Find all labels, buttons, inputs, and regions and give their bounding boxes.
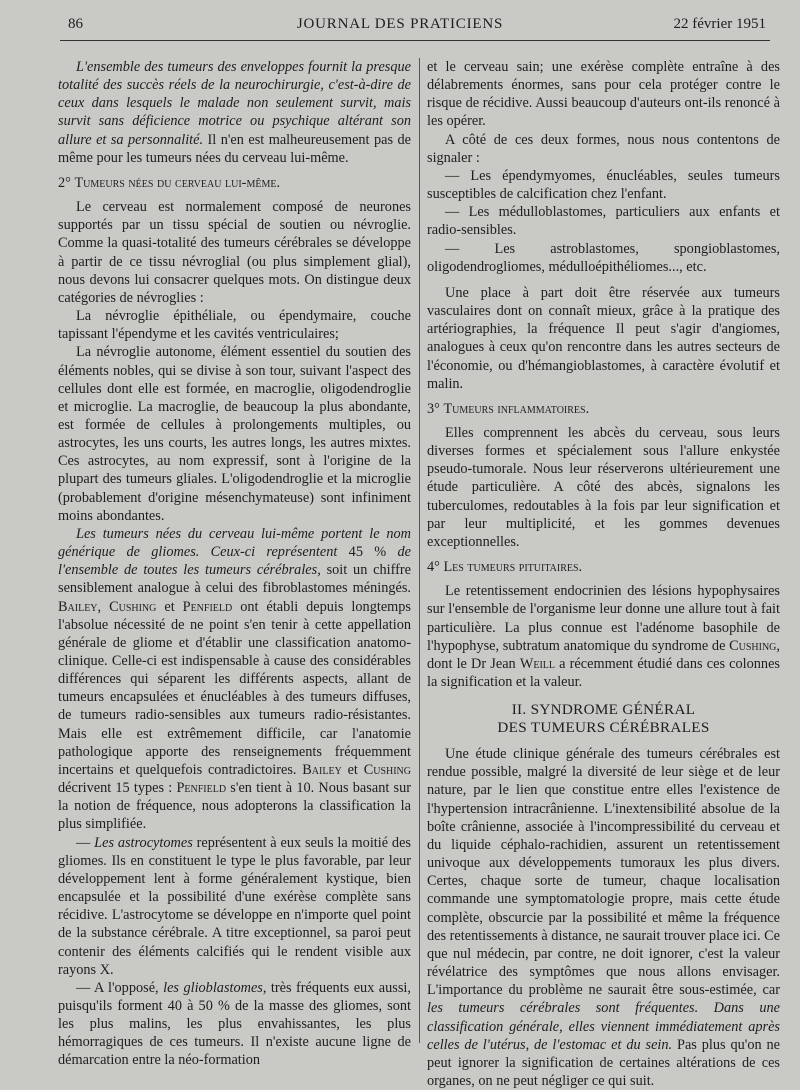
paragraph: Le cerveau est normalement composé de neurones supportés par un tissu spécial de soutien ou névroglie. Comme la quasi-totalité des tumeurs cérébrales se développe à partir de ce tissu névroglial (ou plus simplement glial), nous devons lui consacrer quelques mots. On distingue deux catégories de névroglies : <box>58 199 411 306</box>
text-run: Pas plus qu'on ne peut ignorer la signification de certaines altérations de ces organes, on ne peut négliger ce qui suit. <box>427 1036 780 1089</box>
section-heading <box>58 174 411 192</box>
running-header <box>0 14 800 38</box>
author-name: Cushing <box>363 761 412 778</box>
section-heading <box>427 558 780 576</box>
section-title: Les tumeurs pituitaires. <box>443 559 583 576</box>
section-number: 3° <box>427 400 444 417</box>
italic-text: L'ensemble des tumeurs des enveloppes fournit la presque totalité des succès réels de la neurochirurgie, c'est-à-dire de ceux dans lesquels le malade non seulement survit, mais survit sans déficience motrice ou psychique altérant son allure et sa personnalité. <box>58 59 411 148</box>
left-column <box>58 58 411 1070</box>
text-run: 45 % <box>348 544 387 561</box>
journal-title: JOURNAL DES PRATICIENS <box>296 16 504 32</box>
paragraph <box>58 834 411 979</box>
paragraph: — Les épendymyomes, énucléables, seules tumeurs susceptibles de calcification chez l'enfant. <box>427 167 780 203</box>
text-run: — <box>76 834 95 851</box>
paragraph <box>58 58 411 167</box>
italic-text: de l'ensemble de toutes les tumeurs cérébrales, <box>58 544 412 579</box>
paragraph: — Les médulloblastomes, particuliers aux enfants et radio-sensibles. <box>427 204 780 239</box>
section-heading <box>427 400 780 418</box>
header-rule <box>60 40 770 41</box>
italic-text: les tumeurs cérébrales sont fréquentes. Dans une classification générale, elles viennent immédiatement après celles de l'utérus, de l'estomac et du sein. <box>427 1000 780 1053</box>
section-number: 2° <box>58 174 75 191</box>
paragraph: Une place à part doit être réservée aux tumeurs vasculaires dont on connaît mieux, grâce à la pratique des artériographies, la fréquence Il peut s'agir d'angiomes, analogues à ceux qu'on rencontre dans les autres secteurs de l'économie, ou d'hémangioblastomes, à caractère évolutif et malin. <box>427 284 780 392</box>
text-run: , très fréquents eux aussi, puisqu'ils forment 40 à 50 % de la masse des gliomes, sont les plus malins, les plus envahissantes, les plus hémorragiques de ces tumeurs. Il n'existe aucune ligne de démarcation entre la néo-formation <box>58 979 411 1069</box>
text-run: et <box>156 598 183 615</box>
column-divider <box>419 58 420 1043</box>
author-name: Cushing <box>729 637 777 654</box>
text-run: a récemment étudié dans ces colonnes la signification et la valeur. <box>427 655 780 690</box>
paragraph: La névroglie autonome, élément essentiel du soutien des éléments nobles, qui se divise à son tour, suivant l'aspect des cellules dont elle est formée, en macroglie, oligodendroglie et microglie. La macroglie, de beaucoup la plus abondante, est formée de cellules à prolongements multiples, ou astrocytes, les uns courts, les autres longs, les autres mixtes. Ces astrocytes, au nom expressif, sont à l'origine de la plupart des tumeurs gliales. L'oligodendroglie et la microglie (probablement d'origine mésenchymateuse) sont infiniment moins abondantes. <box>58 344 411 524</box>
chapter-heading <box>427 701 780 737</box>
author-name: Bailey <box>302 761 342 778</box>
section-number: 4° <box>427 559 444 576</box>
text-run: soit un chiffre sensiblement analogue à celui des fibroblastomes méningés. <box>58 562 411 597</box>
paragraph <box>58 525 411 834</box>
paragraph: A côté de ces deux formes, nous nous contentons de signaler : <box>427 131 780 166</box>
page-number: 86 <box>68 16 83 32</box>
author-name: Cushing <box>109 598 157 615</box>
text-run: , <box>97 598 110 615</box>
author-name: Penfield <box>182 598 233 615</box>
paragraph: — Les astroblastomes, spongioblastomes, oligodendrogliomes, médulloépithéliomes..., etc. <box>427 240 780 275</box>
italic-text: les glioblastomes <box>163 979 263 996</box>
text-run: s'en tient à 10. Nous basant sur la notion de fréquence, nous adopterons la classification la plus simplifiée. <box>58 780 411 833</box>
author-name: Weill <box>519 655 555 672</box>
italic-text: Les astrocytomes <box>94 834 193 851</box>
text-run: ont établi depuis longtemps l'absolue nécessité de ne point s'en tenir à cette appellation générale de gliome et d'établir une classification anatomo-clinique. Celle-ci est indispensable à cause des considérables différences qui séparent les différents aspects, allant de tumeurs encapsulées et énucléables à des tumeurs diffuses, de tumeurs radio-sensibles aux tumeurs radio-résistantes. Mais elle est extrêmement difficile, car l'anatomie pathologique apporte des renseignements fréquemment incertains et quelquefois contradictoires. <box>58 598 411 778</box>
text-run: décrivent 15 types : <box>58 780 177 797</box>
paragraph: et le cerveau sain; une exérèse complète entraîne à des délabrements énormes, sans pour cela protéger contre le risque de récidive. Aussi beaucoup d'auteurs ont-ils renoncé à les opérer. <box>427 59 780 130</box>
section-title: Tumeurs inflammatoires. <box>443 400 590 417</box>
author-name: Bailey <box>58 598 98 615</box>
paragraph <box>58 979 411 1070</box>
italic-text: Les tumeurs nées du cerveau lui-même portent le nom générique de gliomes. Ceux-ci représentent <box>58 525 411 561</box>
chapter-heading-line: II. SYNDROME GÉNÉRAL <box>511 701 696 719</box>
text-run: Il n'en est malheureusement pas de même pour les tumeurs nées du cerveau lui-même. <box>58 131 411 166</box>
text-run: , dont le Dr Jean <box>427 637 780 672</box>
text-run: Le retentissement endocrinien des lésions hypophysaires sur l'ensemble de l'organisme leur donne une allure tout à fait particulière. La plus connue est l'adénome basophile de l'hypophyse, subtratum anatomique du syndrome de <box>427 583 780 654</box>
right-column <box>427 58 780 1090</box>
section-title: Tumeurs nées du cerveau lui-même. <box>74 174 281 191</box>
paragraph: La névroglie épithéliale, ou épendymaire, couche tapissant l'épendyme et les cavités ventriculaires; <box>58 308 411 343</box>
text-run: — A l'opposé, <box>76 979 164 996</box>
text-run: Une étude clinique générale des tumeurs cérébrales est rendue possible, malgré la diversité de leur siège et de leur nature, par le lien que constitue entre elles l'existence de l'hypertension intracrânienne. L'inextensibilité absolue de la boîte crânienne, associée à l'incompressibilité du cerveau et du liquide céphalo-rachidien, assurent un retentissement univoque aux développements tumoraux les plus divers. Certes, chaque sorte de tumeur, chaque localisation commande une symptomatologie propre, mais cette étude complète, obscurcie par la possibilité et même la fréquence des retentissements à distance, ne saurait trouver place ici. Ce que nul médecin, par contre, ne doit ignorer, c'est la valeur révélatrice des symptômes que nous allons envisager. L'importance du problème ne saurait être sous-estimée, car <box>427 746 780 999</box>
paragraph <box>427 582 780 691</box>
text-run: et <box>341 761 364 778</box>
text-run: représentent à eux seuls la moitié des gliomes. Ils en constituent le type le plus favorable, par leur développement lent à forme généralement kystique, bien encapsulée et la possibilité d'une exérèse complète sans récidive. L'astrocytome se développe en n'importe quel point de la substance cérébrale. A titre exceptionnel, sa paroi peut contenir des éléments calcifiés qui le rendent visible aux rayons X. <box>58 834 411 978</box>
paragraph <box>427 745 780 1090</box>
issue-date: 22 février 1951 <box>673 16 766 32</box>
author-name: Penfield <box>176 780 227 797</box>
paragraph: Elles comprennent les abcès du cerveau, sous leurs diverses formes et spécialement sous l'allure enkystée pseudo-tumorale. Nous leur réserverons ultérieurement une étude particulière. A côté des abcès, signalons les tuberculomes, redoutables à la fois par leur signification et par leur multiplicité, et les gommes devenues exceptionnelles. <box>427 424 780 550</box>
chapter-heading-line: DES TUMEURS CÉRÉBRALES <box>497 719 710 737</box>
